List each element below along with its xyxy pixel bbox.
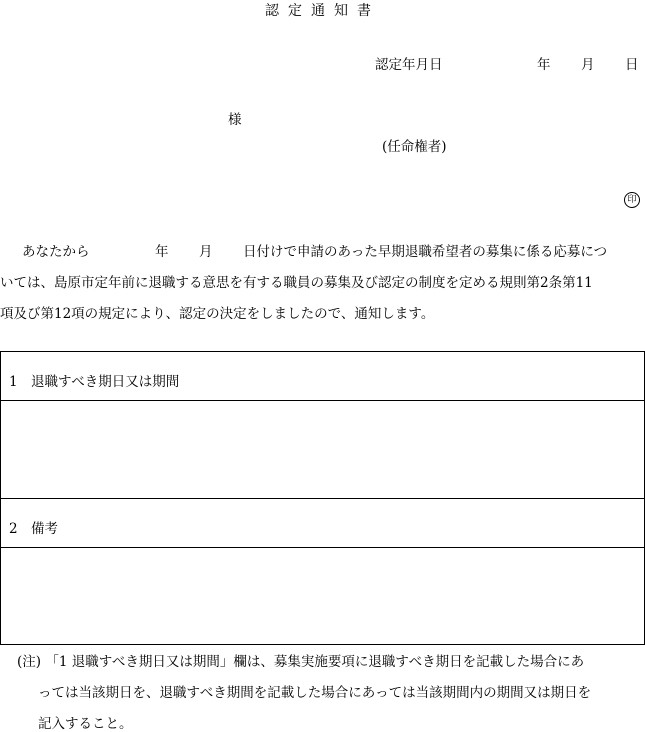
body-line-2: いては、島原市定年前に退職する意思を有する職員の募集及び認定の制度を定める規則第2条第11 bbox=[0, 275, 593, 291]
document-title: 認定通知書 bbox=[265, 3, 380, 19]
retirement-date-content-cell[interactable] bbox=[1, 401, 644, 499]
body-line-3: 項及び第12項の規定により、認定の決定をしましたので、通知します。 bbox=[0, 306, 435, 322]
application-month-label: 月 bbox=[199, 244, 213, 260]
seal-mark-icon: 印 bbox=[624, 192, 640, 208]
note-line-1: (注) 「1 退職すべき期日又は期間」欄は、募集実施要項に退職すべき期日を記載した場合にあ bbox=[17, 654, 585, 670]
body-prefix: あなたから bbox=[22, 244, 90, 260]
item-number: 1 bbox=[9, 374, 18, 390]
note-line-3: 記入すること。 bbox=[38, 716, 133, 732]
appointing-authority-label: (任命権者) bbox=[382, 139, 447, 155]
date-year-label: 年 bbox=[537, 57, 551, 73]
certification-date-label: 認定年月日 bbox=[375, 57, 443, 73]
item-label: 備考 bbox=[31, 521, 58, 537]
addressee-honorific: 様 bbox=[228, 112, 242, 128]
table-row-remarks-header bbox=[1, 499, 644, 548]
note-line-2: っては当該期日を、退職すべき期間を記載した場合にあっては当該期間内の期間又は期日を bbox=[38, 685, 592, 701]
item-label: 退職すべき期日又は期間 bbox=[31, 374, 180, 390]
table-row-retirement-date-header bbox=[1, 352, 644, 401]
item-number: 2 bbox=[9, 521, 18, 537]
date-day-label: 日 bbox=[625, 57, 639, 73]
application-year-label: 年 bbox=[155, 244, 169, 260]
details-table bbox=[0, 351, 645, 645]
date-month-label: 月 bbox=[581, 57, 595, 73]
remarks-content-cell[interactable] bbox=[1, 548, 644, 644]
body-line-1-rest: 日付けで申請のあった早期退職希望者の募集に係る応募につ bbox=[243, 244, 608, 260]
